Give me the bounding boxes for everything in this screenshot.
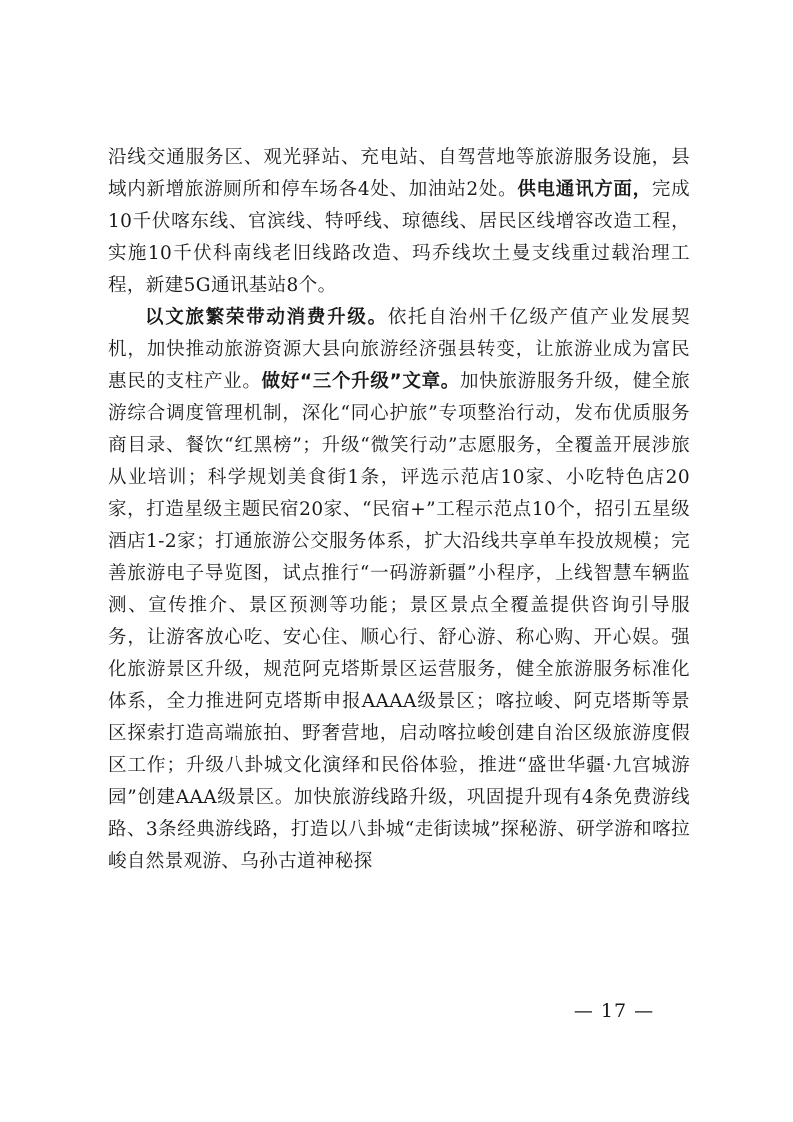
paragraph-1-segment-1: 沿线交通服务区、观光驿站、充电站、自驾营地等旅游服务设施，县域内新增旅游厕所和停车场各4处、加油站2处。	[108, 147, 690, 200]
paragraph-2	[108, 302, 690, 878]
paragraph-1-heading-power-telecom: 供电通讯方面，	[517, 179, 652, 200]
paragraph-2-heading-three-upgrades: 做好“三个升级”文章。	[261, 371, 460, 392]
paragraph-1	[108, 142, 690, 302]
paragraph-2-heading-consumption: 以文旅繁荣带动消费升级。	[145, 307, 388, 328]
page-number: — 17 —	[573, 1000, 655, 1022]
body-text	[108, 142, 690, 878]
paragraph-2-segment-4: 加快旅游服务升级，健全旅游综合调度管理机制，深化“同心护旅”专项整治行动，发布优质服务商目录、餐饮“红黑榜”；升级“微笑行动”志愿服务，全覆盖开展涉旅从业培训；科学规划美食街1条，评选示范店10家、小吃特色店20家，打造星级主题民宿20家、“民宿+”工程示范点10个，招引五星级酒店1-2家；打通旅游公交服务体系，扩大沿线共享单车投放规模；完善旅游电子导览图，试点推行“一码游新疆”小程序，上线智慧车辆监测、宣传推介、景区预测等功能；景区景点全覆盖提供咨询引导服务，让游客放心吃、安心住、顺心行、舒心游、称心购、开心娱。强化旅游景区升级，规范阿克塔斯景区运营服务，健全旅游服务标准化体系，全力推进阿克塔斯申报AAAA级景区；喀拉峻、阿克塔斯等景区探索打造高端旅拍、野奢营地，启动喀拉峻创建自治区级旅游度假区工作；升级八卦城文化演绎和民俗体验，推进“盛世华疆·九宫城游园”创建AAA级景区。加快旅游线路升级，巩固提升现有4条免费游线路、3条经典游线路，打造以八卦城“走街读城”探秘游、研学游和喀拉峻自然景观游、乌孙古道神秘探	[108, 371, 690, 872]
paragraph-2-segment-2: 依托自治州千亿级产值产业发展契机，加快推动旅游资源大县向旅游经济强县转变，让旅游业成为富民惠民的支柱产业。	[108, 307, 690, 392]
paragraph-1-segment-3: 完成10千伏喀东线、官滨线、特呼线、琼德线、居民区线增容改造工程，实施10千伏科南线老旧线路改造、玛乔线坎土曼支线重过载治理工程，新建5G通讯基站8个。	[108, 179, 690, 296]
